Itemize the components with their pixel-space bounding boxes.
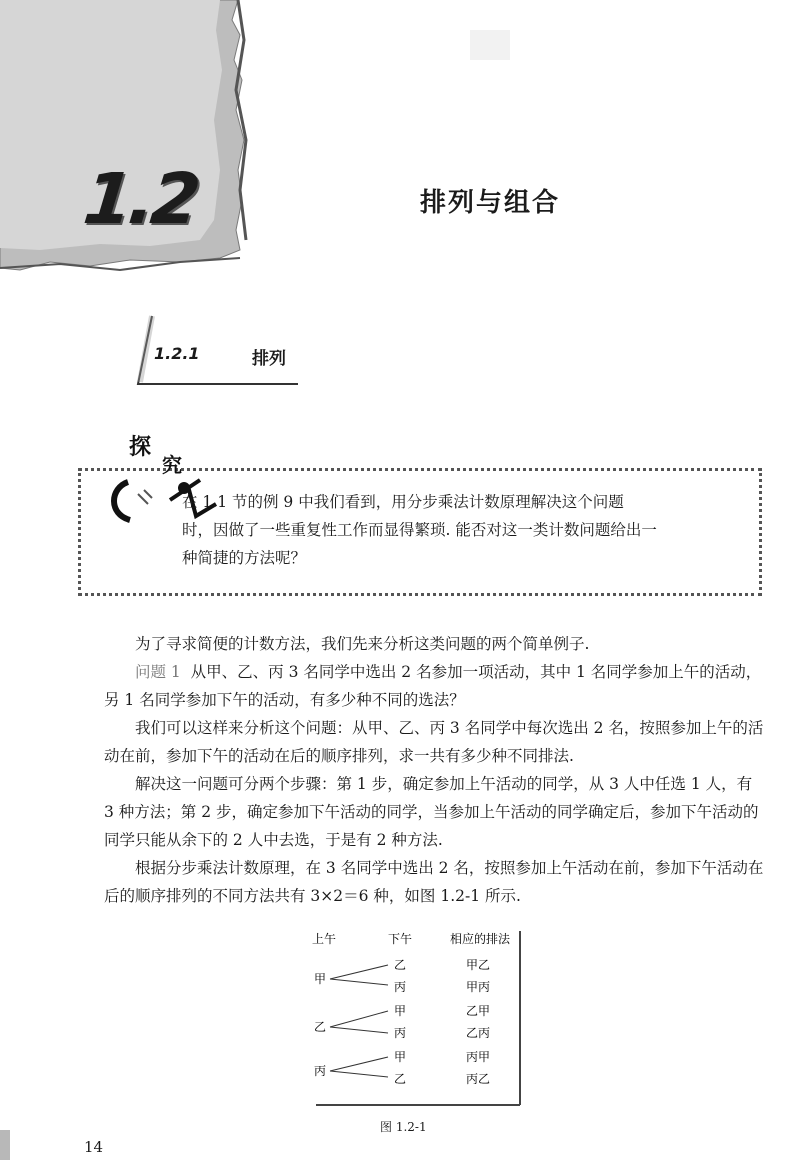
steps-paragraph: 解决这一问题可分两个步骤：第 1 步，确定参加上午活动的同学，从 3 人中任选 1 人，有 3 种方法；第 2 步，确定参加下午活动的同学，当参加上午活动的同学确定后，参加下午活动的同学只能从余下的 2 人中去选，于是有 2 种方法.	[104, 775, 759, 849]
chapter-header-band	[0, 0, 800, 290]
page-edge-mark	[0, 1130, 10, 1160]
header-arrangement: 相应的排法	[450, 932, 511, 946]
problem-text: 从甲、乙、丙 3 名同学中选出 2 名参加一项活动，其中 1 名同学参加上午的活动，另 1 名同学参加下午的活动，有多少种不同的选法？	[104, 663, 762, 709]
afternoon-node: 甲	[394, 1050, 407, 1064]
chapter-number: 1.2	[79, 158, 201, 240]
problem-label: 问题 1	[135, 663, 181, 681]
intro-paragraph: 为了寻求简便的计数方法，我们先来分析这类问题的两个简单例子.	[135, 635, 590, 653]
arrangement-result: 丙乙	[466, 1072, 491, 1086]
problem-paragraph	[104, 658, 766, 714]
arrangement-result: 乙甲	[466, 1004, 491, 1018]
afternoon-node: 乙	[394, 958, 407, 972]
svg-text:究: 究	[162, 453, 182, 477]
arrangement-result: 甲丙	[466, 980, 491, 994]
morning-node: 丙	[314, 1064, 327, 1078]
explore-line: 时，因做了一些重复性工作而显得繁琐. 能否对这一类计数问题给出一	[182, 521, 657, 539]
morning-node: 乙	[314, 1020, 327, 1034]
tree-branch	[330, 965, 388, 979]
afternoon-node: 甲	[394, 1004, 407, 1018]
section-number: 1.2.1	[154, 344, 200, 363]
header-morning: 上午	[312, 932, 337, 946]
explore-text	[182, 488, 742, 572]
svg-text:探: 探	[129, 435, 152, 460]
tree-diagram	[290, 925, 530, 1110]
tree-branch	[330, 1011, 388, 1027]
tree-branch	[330, 979, 388, 985]
header-afternoon: 下午	[388, 932, 413, 946]
page-number: 14	[84, 1138, 104, 1156]
morning-node: 甲	[314, 972, 327, 986]
explore-line: 种简捷的方法呢？	[182, 549, 307, 567]
arrangement-result: 丙甲	[466, 1050, 491, 1064]
tree-branch	[330, 1071, 388, 1077]
explore-line: 在 1.1 节的例 9 中我们看到，用分步乘法计数原理解决这个问题	[182, 493, 624, 511]
section-title: 排列	[252, 349, 286, 369]
conclusion-paragraph: 根据分步乘法计数原理，在 3 名同学中选出 2 名，按照参加上午活动在前，参加下午活动在后的顺序排列的不同方法共有 3×2＝6 种，如图 1.2-1 所示.	[104, 859, 764, 905]
afternoon-node: 丙	[394, 1026, 407, 1040]
arrangement-result: 乙丙	[466, 1026, 491, 1040]
afternoon-node: 丙	[394, 980, 407, 994]
chapter-title: 排列与组合	[420, 188, 561, 218]
tree-branch	[330, 1027, 388, 1033]
arrangement-result: 甲乙	[466, 958, 491, 972]
analysis-paragraph: 我们可以这样来分析这个问题：从甲、乙、丙 3 名同学中每次选出 2 名，按照参加上午的活动在前，参加下午的活动在后的顺序排列，求一共有多少种不同排法.	[104, 719, 764, 765]
afternoon-node: 乙	[394, 1072, 407, 1086]
figure-caption: 图 1.2-1	[380, 1120, 427, 1134]
tree-branch	[330, 1057, 388, 1071]
